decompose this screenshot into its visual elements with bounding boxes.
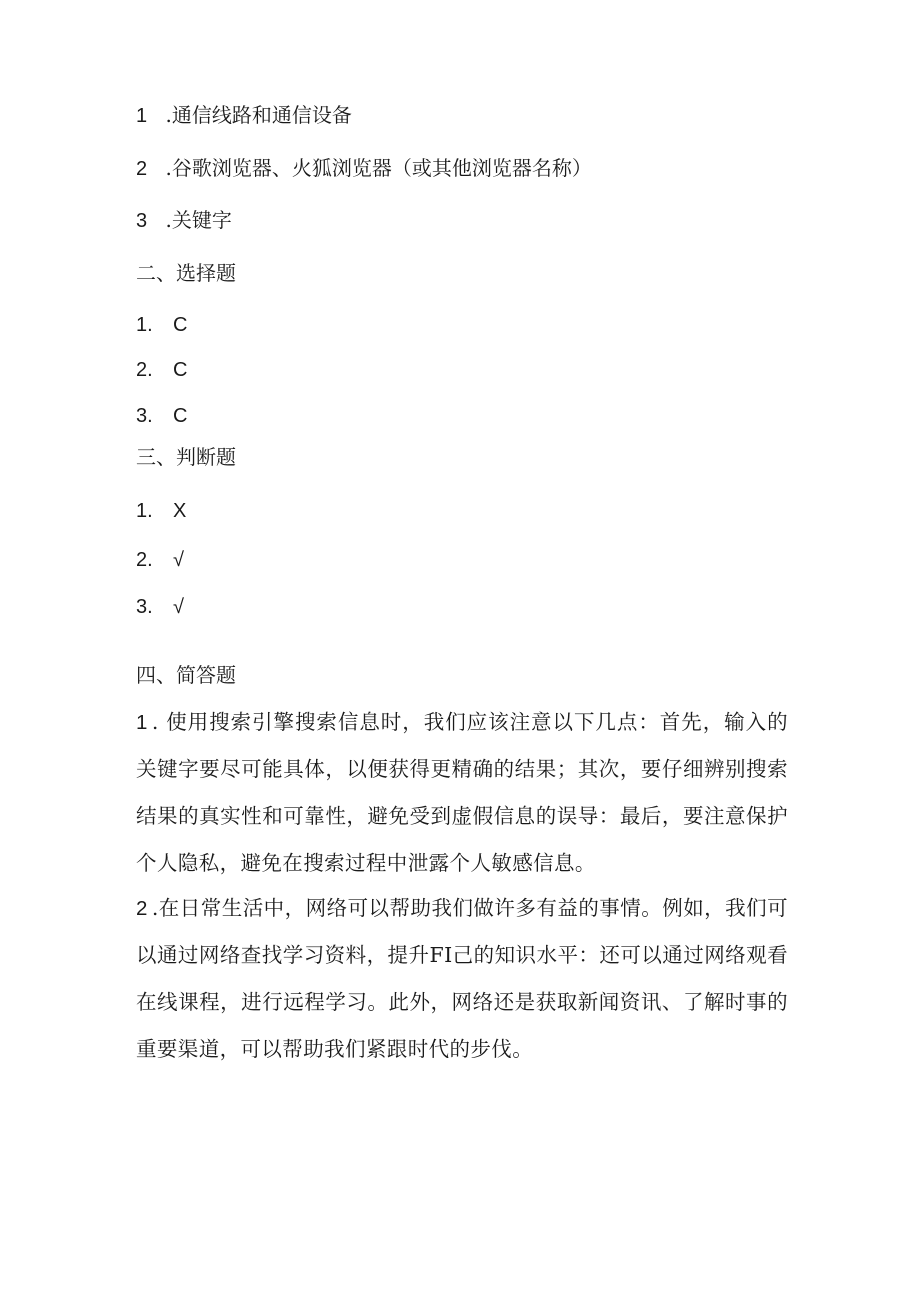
- choice-item-2: [136, 357, 188, 382]
- choice-answer: C: [173, 314, 188, 336]
- item-text: .在日常生活中，网络可以帮助我们做许多有益的事情。例如，我们可以通过网络查找学习资料，提升FI己的知识水平：还可以通过网络观看在线课程，进行远程学习。此外，网络还是获取新闻资讯、了解时事的重要渠道，可以帮助我们紧跟时代的步伐。: [136, 896, 788, 1061]
- choice-heading: 二、选择题: [136, 261, 236, 285]
- fill-blank-item-2: [136, 156, 592, 181]
- judge-answer: X: [173, 500, 187, 522]
- judge-answer: √: [173, 596, 185, 618]
- judge-answer: √: [173, 549, 185, 571]
- judge-item-2: [136, 547, 184, 572]
- item-number: 1.: [136, 500, 153, 522]
- choice-item-1: [136, 312, 188, 337]
- choice-answer: C: [173, 405, 188, 427]
- short-answer-item-1: [136, 699, 788, 887]
- item-text: .关键字: [165, 208, 232, 232]
- judge-item-3: [136, 594, 184, 619]
- fill-blank-item-1: [136, 103, 352, 128]
- short-answer-heading: 四、简答题: [136, 663, 236, 687]
- fill-blank-item-3: [136, 208, 232, 233]
- item-number: 2: [136, 897, 148, 920]
- item-number: 1: [136, 711, 148, 734]
- item-number: 1: [136, 105, 148, 127]
- judge-heading: 三、判断题: [136, 445, 236, 469]
- item-text: .谷歌浏览器、火狐浏览器（或其他浏览器名称）: [165, 156, 592, 180]
- item-number: 3.: [136, 596, 153, 618]
- item-text: .通信线路和通信设备: [165, 103, 352, 127]
- item-text: . 使用搜索引擎搜索信息时，我们应该注意以下几点：首先，输入的关键字要尽可能具体，以便获得更精确的结果；其次，要仔细辨别搜索结果的真实性和可靠性，避免受到虚假信息的误导：最后，要注意保护个人隐私，避免在搜索过程中泄露个人敏感信息。: [136, 710, 788, 875]
- item-number: 2.: [136, 359, 153, 381]
- item-number: 3: [136, 210, 148, 232]
- choice-answer: C: [173, 359, 188, 381]
- item-number: 2.: [136, 549, 153, 571]
- judge-item-1: [136, 498, 186, 523]
- item-number: 2: [136, 158, 148, 180]
- short-answer-item-2: [136, 885, 788, 1073]
- item-number: 1.: [136, 314, 153, 336]
- item-number: 3.: [136, 405, 153, 427]
- choice-item-3: [136, 403, 188, 428]
